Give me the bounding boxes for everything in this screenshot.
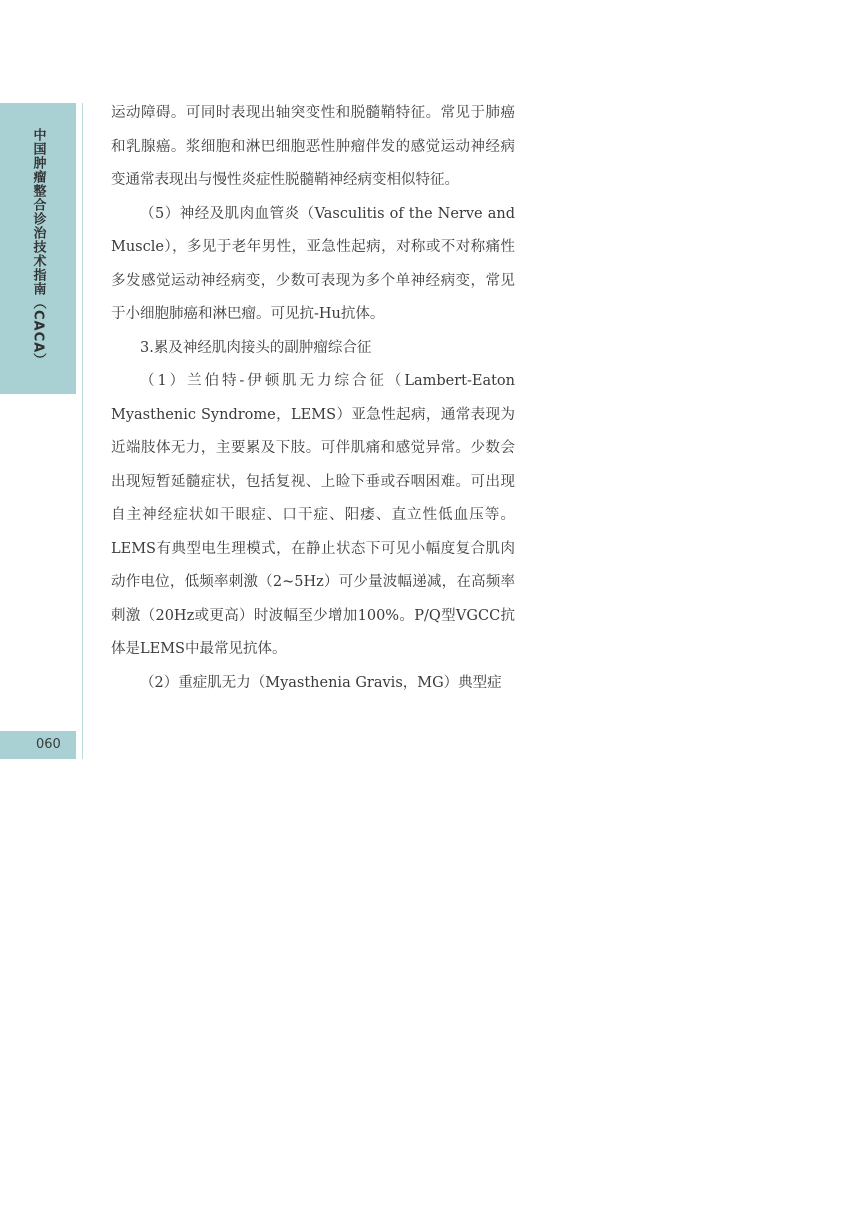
book-title: 中国肿瘤整合诊治技术指南（CACA）: [30, 128, 46, 368]
body-text: [111, 97, 515, 700]
paragraph-mg: （2）重症肌无力（Myasthenia Gravis，MG）典型症: [140, 674, 502, 691]
section-heading: 3.累及神经肌肉接头的副肿瘤综合征: [140, 339, 372, 356]
paragraph-vasculitis: （5）神经及肌肉血管炎（Vasculitis of the Nerve and Muscle），多见于老年男性，亚急性起病，对称或不对称痛性多发感觉运动神经病变，少数可表现为多个单神经病变，常见于小细胞肺癌和淋巴瘤。可见抗-Hu抗体。: [111, 205, 515, 322]
paragraph-lems: （1）兰伯特-伊顿肌无力综合征（Lambert-Eaton Myasthenic Syndrome，LEMS）亚急性起病，通常表现为近端肢体无力，主要累及下肢。可伴肌痛和感觉异常。少数会出现短暂延髓症状，包括复视、上睑下垂或吞咽困难。可出现自主神经症状如干眼症、口干症、阳痿、直立性低血压等。LEMS有典型电生理模式，在静止状态下可见小幅度复合肌肉动作电位，低频率刺激（2~5Hz）可少量波幅递减，在高频率刺激（20Hz或更高）时波幅至少增加100%。P/Q型VGCC抗体是LEMS中最常见抗体。: [111, 373, 515, 657]
book-title-vertical: [0, 128, 76, 368]
margin-rule: [82, 103, 83, 759]
page-number: 060: [36, 737, 61, 752]
paragraph-continuation: 运动障碍。可同时表现出轴突变性和脱髓鞘特征。常见于肺癌和乳腺癌。浆细胞和淋巴细胞恶性肿瘤伴发的感觉运动神经病变通常表现出与慢性炎症性脱髓鞘神经病变相似特征。: [111, 105, 515, 188]
